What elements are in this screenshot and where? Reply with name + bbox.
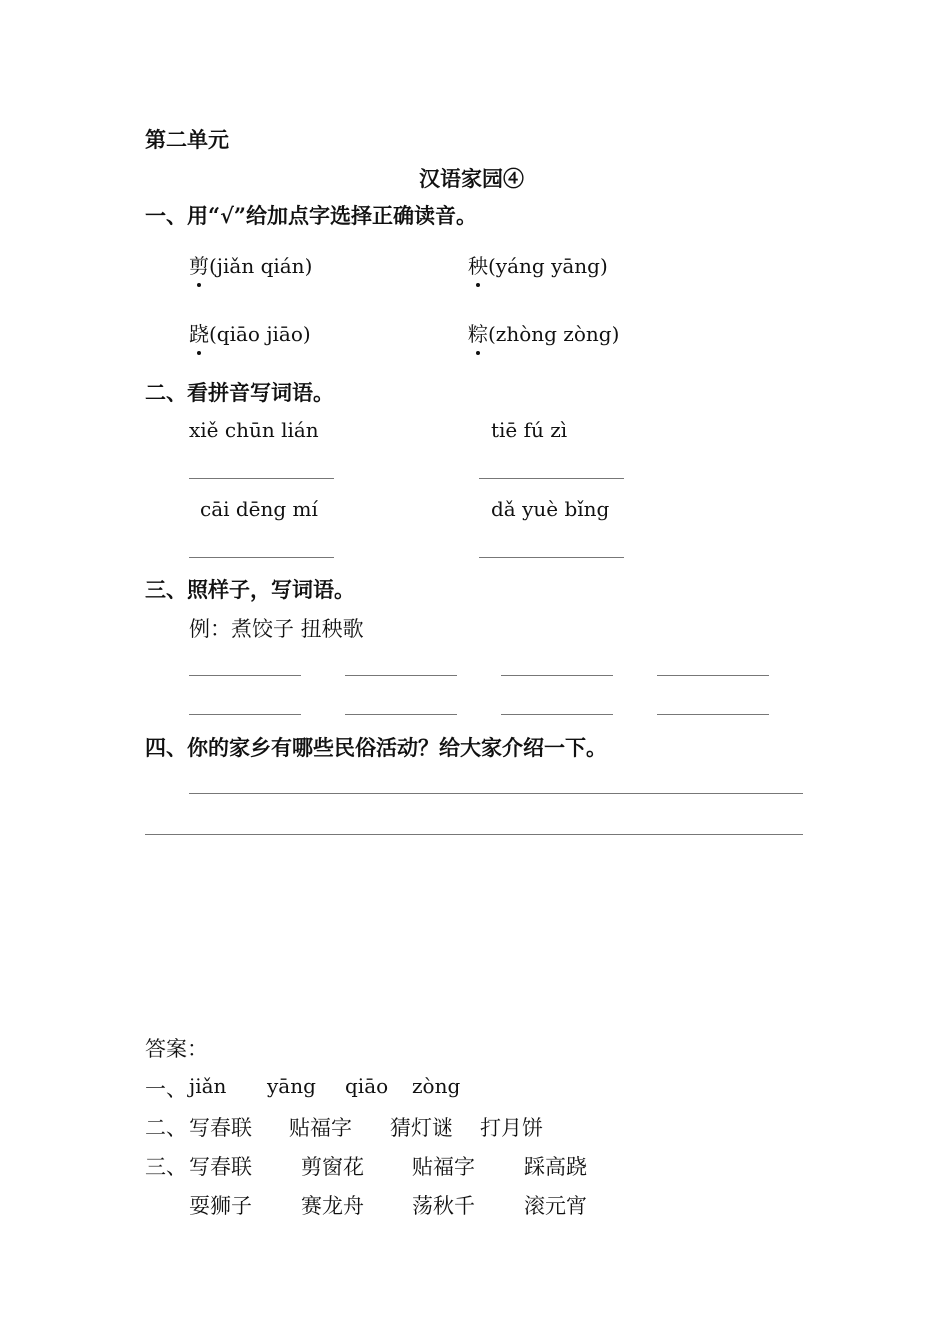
answer-blank[interactable] — [345, 714, 457, 715]
dotted-char: 秧 — [468, 254, 488, 278]
answer-prefix: 二、 — [145, 1116, 187, 1140]
answer-item: yāng — [267, 1074, 316, 1098]
writing-line[interactable] — [145, 834, 803, 835]
answer-prefix: 一、 — [145, 1077, 187, 1101]
dotted-char: 跷 — [189, 322, 209, 346]
lesson-title: 汉语家园④ — [419, 166, 524, 191]
answer-blank[interactable] — [189, 557, 334, 558]
unit-title: 第二单元 — [145, 127, 229, 152]
dotted-char: 剪 — [189, 254, 209, 278]
pinyin-prompt: tiē fú zì — [491, 418, 568, 442]
answer-item: 打月饼 — [480, 1116, 543, 1140]
emphasis-dot — [476, 351, 480, 355]
answer-item: 荡秋千 — [412, 1194, 475, 1218]
answer-blank[interactable] — [657, 714, 769, 715]
answer-blank[interactable] — [657, 675, 769, 676]
answer-item: 踩高跷 — [524, 1155, 587, 1179]
answer-blank[interactable] — [479, 557, 624, 558]
answer-item: 滚元宵 — [524, 1194, 587, 1218]
pinyin-options: (qiāo jiāo) — [209, 322, 311, 346]
pinyin-options: (zhòng zòng) — [488, 322, 620, 346]
example-text: 例：煮饺子 扭秧歌 — [189, 617, 364, 641]
answer-blank[interactable] — [189, 675, 301, 676]
answer-item: zòng — [412, 1074, 461, 1098]
answer-blank[interactable] — [479, 478, 624, 479]
pinyin-options: (yáng yāng) — [488, 254, 608, 278]
answer-item: 贴福字 — [289, 1116, 352, 1140]
answer-item: 耍狮子 — [189, 1194, 252, 1218]
section2-heading: 二、看拼音写词语。 — [145, 380, 334, 405]
pinyin-options: (jiǎn qián) — [209, 254, 313, 278]
emphasis-dot — [197, 283, 201, 287]
emphasis-dot — [197, 351, 201, 355]
section1-heading: 一、用“√”给加点字选择正确读音。 — [145, 203, 477, 228]
answer-item: 写春联 — [189, 1155, 252, 1179]
writing-line[interactable] — [189, 793, 803, 794]
answer-item: 赛龙舟 — [301, 1194, 364, 1218]
answer-blank[interactable] — [501, 714, 613, 715]
answer-prefix: 三、 — [145, 1155, 187, 1179]
answer-blank[interactable] — [501, 675, 613, 676]
emphasis-dot — [476, 283, 480, 287]
pinyin-prompt: xiě chūn lián — [189, 418, 319, 442]
answers-label: 答案： — [145, 1037, 208, 1061]
dotted-char: 粽 — [468, 322, 488, 346]
pinyin-prompt: dǎ yuè bǐng — [491, 497, 610, 521]
answer-blank[interactable] — [189, 478, 334, 479]
answer-item: 猜灯谜 — [390, 1116, 453, 1140]
answer-item: jiǎn — [189, 1074, 227, 1098]
answer-item: 写春联 — [189, 1116, 252, 1140]
section3-heading: 三、照样子，写词语。 — [145, 577, 355, 602]
section4-heading: 四、你的家乡有哪些民俗活动？给大家介绍一下。 — [145, 735, 607, 760]
pronunciation-item — [468, 318, 619, 347]
answer-item: qiāo — [345, 1074, 389, 1098]
pronunciation-item — [189, 250, 312, 279]
pinyin-prompt: cāi dēng mí — [200, 497, 318, 521]
answer-item: 剪窗花 — [301, 1155, 364, 1179]
pronunciation-item — [468, 250, 608, 279]
answer-blank[interactable] — [345, 675, 457, 676]
pronunciation-item — [189, 318, 311, 347]
answer-blank[interactable] — [189, 714, 301, 715]
answer-item: 贴福字 — [412, 1155, 475, 1179]
